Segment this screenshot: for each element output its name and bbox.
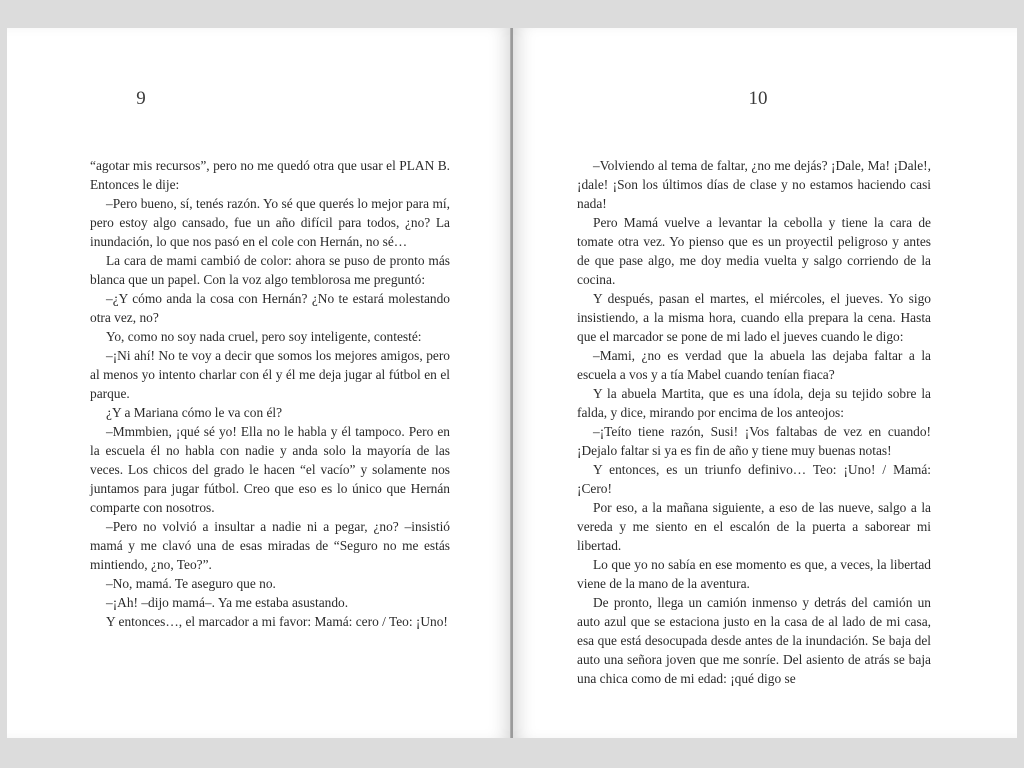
paragraph: La cara de mami cambió de color: ahora se puso de pronto más blanca que un papel. Con la voz algo temblorosa me preguntó: — [90, 253, 450, 287]
paragraph: Por eso, a la mañana siguiente, a eso de las nueve, salgo a la vereda y me siento en el escalón de la puerta a saborear mi libertad. — [577, 500, 931, 553]
paragraph: –¡Ni ahí! No te voy a decir que somos los mejores amigos, pero al menos yo intento charlar con él y él me deja jugar al fútbol en el parque. — [90, 348, 450, 401]
paragraph: –¡Ah! –dijo mamá–. Ya me estaba asustando. — [106, 595, 349, 610]
paragraph: Y después, pasan el martes, el miércoles, el jueves. Yo sigo insistiendo, a la misma hora, cuando ella prepara la cena. Hasta que el marcador se pone de mi lado el jueves cuando le digo: — [577, 291, 931, 344]
paragraph: –No, mamá. Te aseguro que no. — [106, 576, 276, 591]
paragraph: “agotar mis recursos”, pero no me quedó otra que usar el PLAN B. Entonces le dije: — [90, 158, 450, 192]
paragraph: –Volviendo al tema de faltar, ¿no me dejás? ¡Dale, Ma! ¡Dale!, ¡dale! ¡Son los últimos días de clase y no estamos haciendo casi nada! — [577, 158, 931, 211]
paragraph: –Mmmbien, ¡qué sé yo! Ella no le habla y él tampoco. Pero en la escuela él no habla con nadie y anda solo la mayoría de las veces. Los chicos del grado le hacen “el vacío” y solamente nos juntamos para jugar fútbol. Creo que eso es lo único que Hernán comparte con nosotros. — [90, 424, 450, 515]
paragraph: –Pero no volvió a insultar a nadie ni a pegar, ¿no? –insistió mamá y me clavó una de esas miradas de “Seguro no me estás mintiendo, ¿no, Teo?”. — [90, 519, 450, 572]
paragraph: –¡Teíto tiene razón, Susi! ¡Vos faltabas de vez en cuando! ¡Dejalo faltar si ya es fin de año y tiene muy buenas notas! — [577, 424, 931, 458]
right-page — [513, 28, 1017, 738]
page-text — [90, 156, 450, 631]
paragraph: –¿Y cómo anda la cosa con Hernán? ¿No te estará molestando otra vez, no? — [90, 291, 450, 325]
paragraph: Yo, como no soy nada cruel, pero soy inteligente, contesté: — [106, 329, 422, 344]
left-page — [7, 28, 511, 738]
paragraph: Y la abuela Martita, que es una ídola, deja su tejido sobre la falda, y dice, mirando por encima de los anteojos: — [577, 386, 931, 420]
page-number: 9 — [136, 88, 146, 109]
paragraph: De pronto, llega un camión inmenso y detrás del camión un auto azul que se estaciona justo en la casa de al lado de mi casa, esa que está desocupada desde antes de la inundación. Se baja del auto una señora joven que me sonríe. Del asiento de atrás se baja una chica como de mi edad: ¡qué digo se — [577, 595, 931, 686]
paragraph: –Pero bueno, sí, tenés razón. Yo sé que querés lo mejor para mí, pero estoy algo cansado, fue un año difícil para todos, ¿no? La inundación, lo que nos pasó en el cole con Hernán, no sé… — [90, 196, 450, 249]
paragraph: Y entonces, es un triunfo definivo… Teo: ¡Uno! / Mamá: ¡Cero! — [577, 462, 931, 496]
page-number: 10 — [748, 88, 768, 109]
paragraph: ¿Y a Mariana cómo le va con él? — [106, 405, 283, 420]
paragraph: Pero Mamá vuelve a levantar la cebolla y tiene la cara de tomate otra vez. Yo pienso que es un proyectil peligroso y antes de que pase algo, me doy media vuelta y salgo corriendo de la cocina. — [577, 215, 931, 287]
paragraph: Lo que yo no sabía en ese momento es que, a veces, la libertad viene de la mano de la aventura. — [577, 557, 931, 591]
page-text — [577, 156, 931, 688]
paragraph: Y entonces…, el marcador a mi favor: Mamá: cero / Teo: ¡Uno! — [106, 614, 448, 629]
paragraph: –Mami, ¿no es verdad que la abuela las dejaba faltar a la escuela a vos y a tía Mabel cuando tenían fiaca? — [577, 348, 931, 382]
